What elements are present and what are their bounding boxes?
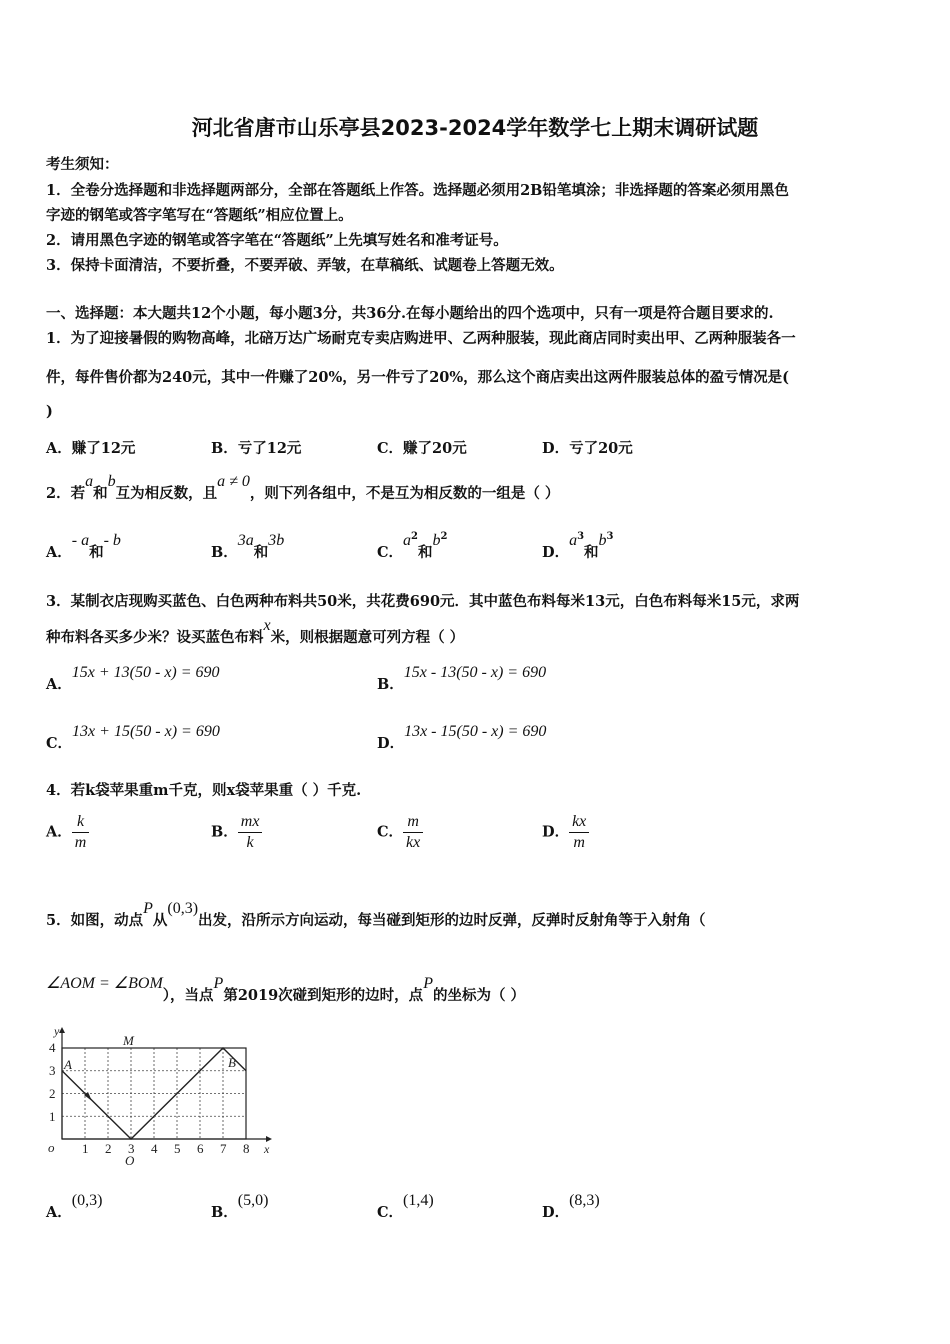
start-point: (0,3) <box>167 900 199 917</box>
svg-text:5: 5 <box>174 1141 181 1156</box>
q1-option-b[interactable]: B．亏了12元 <box>211 440 302 457</box>
x-tick-labels <box>82 1141 250 1156</box>
q1-option-c[interactable]: C．赚了20元 <box>377 440 467 457</box>
y-axis-label: y <box>54 1025 60 1038</box>
q1-option-a[interactable]: A．赚了12元 <box>46 440 136 457</box>
q4-option-b[interactable]: B． $\frac{mx}{k}$ <box>211 812 262 853</box>
q3-stem: 种布料各买多少米？设买蓝色布料x米，则根据题意可列方程（ ） <box>46 617 465 646</box>
fraction: $\frac{m}{kx}$ <box>403 812 423 853</box>
q5-figure <box>44 1025 274 1170</box>
q3-stem: 3．某制衣店现购买蓝色、白色两种布料共50米，共花费690元．其中蓝色布料每米13元，白色布料每米15元，求两 <box>46 593 800 610</box>
q3-option-c[interactable]: C．13x + 15(50 - x) = 690 <box>46 723 220 752</box>
svg-text:3: 3 <box>128 1141 135 1156</box>
svg-text:4: 4 <box>151 1141 158 1156</box>
grid <box>62 1048 246 1139</box>
notice-heading: 考生须知： <box>46 156 119 173</box>
q2-option-a[interactable]: A．- a和- b <box>46 532 121 561</box>
point-a-label: A <box>64 1057 72 1072</box>
y-arrow <box>59 1027 65 1033</box>
q5-option-c[interactable]: C．(1,4) <box>377 1192 434 1221</box>
svg-text:1: 1 <box>49 1109 56 1124</box>
q1-stem: 1．为了迎接暑假的购物高峰，北碚万达广场耐克专卖店购进甲、乙两种服装，现此商店同时卖出甲、乙两种服装各一 <box>46 330 796 347</box>
q2-stem: 2．若a和b互为相反数，且a ≠ 0，则下列各组中，不是互为相反数的一组是（ ） <box>46 473 560 502</box>
q1-stem: ) <box>46 403 53 420</box>
svg-text:4: 4 <box>49 1040 56 1055</box>
origin-label: o <box>48 1140 55 1155</box>
condition: a ≠ 0 <box>217 473 250 490</box>
q1-option-d[interactable]: D．亏了20元 <box>542 440 633 457</box>
section-heading: 一、选择题：本大题共12个小题，每小题3分，共36分.在每小题给出的四个选项中，只有一项是符合题目要求的. <box>46 305 774 322</box>
fraction: $\frac{mx}{k}$ <box>238 812 263 853</box>
q4-option-a[interactable]: A． $\frac{k}{m}$ <box>46 812 89 853</box>
y-tick-labels <box>49 1040 56 1124</box>
q5-stem: ∠AOM = ∠BOM），当点P第2019次碰到矩形的边时，点P的坐标为（ ） <box>46 975 526 1004</box>
q2-option-b[interactable]: B．3a和3b <box>211 532 285 561</box>
q2-option-d[interactable]: D．$a^3$和$b^3$ <box>542 531 614 561</box>
q4-stem: 4．若k袋苹果重m千克，则x袋苹果重（ ）千克. <box>46 782 362 799</box>
var-p: P <box>143 900 153 917</box>
svg-text:2: 2 <box>49 1086 56 1101</box>
svg-text:3: 3 <box>49 1063 56 1078</box>
q4-option-d[interactable]: D． $\frac{kx}{m}$ <box>542 812 589 853</box>
q2-option-c[interactable]: C．$a^2$和$b^2$ <box>377 531 448 561</box>
var-a: a <box>85 473 94 490</box>
q5-option-d[interactable]: D．(8,3) <box>542 1192 600 1221</box>
var-x: x <box>263 617 271 634</box>
q3-option-b[interactable]: B．15x - 13(50 - x) = 690 <box>377 664 547 693</box>
page-title: 河北省唐市山乐亭县2023-2024学年数学七上期末调研试题 <box>191 116 759 140</box>
fraction: $\frac{kx}{m}$ <box>569 812 589 853</box>
q3-option-a[interactable]: A．15x + 13(50 - x) = 690 <box>46 664 220 693</box>
q5-option-a[interactable]: A．(0,3) <box>46 1192 103 1221</box>
svg-text:8: 8 <box>243 1141 250 1156</box>
q4-option-c[interactable]: C． $\frac{m}{kx}$ <box>377 812 423 853</box>
x-axis-label: x <box>264 1142 270 1156</box>
var-b: b <box>107 473 116 490</box>
point-o-label: O <box>125 1153 135 1168</box>
notice-item: 字迹的钢笔或答字笔写在“答题纸”相应位置上。 <box>46 207 353 224</box>
point-b-label: B <box>228 1055 236 1070</box>
q5-stem: 5．如图，动点P从(0,3)出发，沿所示方向运动，每当碰到矩形的边时反弹，反弹时反射角等于入射角（ <box>46 900 706 929</box>
angle-condition: ∠AOM = ∠BOM <box>46 975 163 992</box>
notice-item: 1．全卷分选择题和非选择题两部分，全部在答题纸上作答。选择题必须用2B铅笔填涂；非选择题的答案必须用黑色 <box>46 182 789 199</box>
svg-text:2: 2 <box>105 1141 112 1156</box>
point-m-label: M <box>123 1033 134 1048</box>
notice-item: 2．请用黑色字迹的钢笔或答字笔在“答题纸”上先填写姓名和准考证号。 <box>46 232 508 249</box>
q1-stem: 件，每件售价都为240元，其中一件赚了20%，另一件亏了20%，那么这个商店卖出这两件服装总体的盈亏情况是( <box>46 369 790 386</box>
q3-option-d[interactable]: D．13x - 15(50 - x) = 690 <box>377 723 547 752</box>
svg-text:7: 7 <box>220 1141 227 1156</box>
svg-text:6: 6 <box>197 1141 204 1156</box>
notice-item: 3．保持卡面清洁，不要折叠，不要弄破、弄皱，在草稿纸、试题卷上答题无效。 <box>46 257 564 274</box>
svg-text:1: 1 <box>82 1141 89 1156</box>
q5-option-b[interactable]: B．(5,0) <box>211 1192 269 1221</box>
fraction: $\frac{k}{m}$ <box>72 812 90 853</box>
